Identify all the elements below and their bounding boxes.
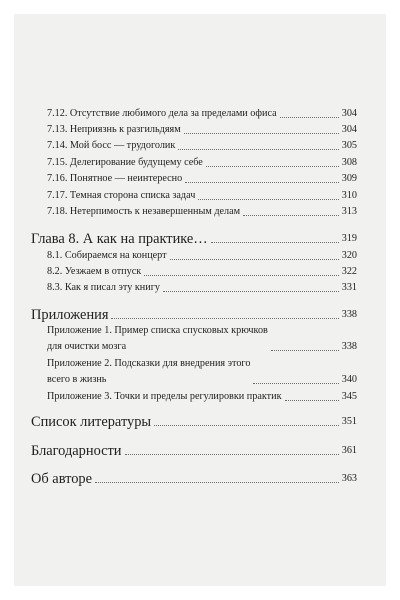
toc-chapter-page: 351	[341, 416, 357, 427]
toc-entry-title	[47, 356, 250, 388]
toc-entry-page: 338	[341, 341, 357, 352]
leader-dots	[163, 291, 339, 292]
toc-entry-7-14	[47, 138, 357, 154]
toc-entry-page: 304	[341, 108, 357, 119]
toc-chapter-title: Приложения	[31, 307, 109, 323]
toc-entry-title	[47, 323, 268, 355]
toc-entry-title: 8.1. Собираемся на концерт	[47, 250, 167, 261]
toc-entry-title: 8.2. Уезжаем в отпуск	[47, 266, 142, 277]
toc-entry-title: 7.12. Отсутствие любимого дела за пределами офиса	[47, 108, 277, 119]
toc-entry-title: 7.13. Неприязнь к разгильдяям	[47, 124, 181, 135]
leader-dots	[170, 259, 339, 260]
toc-entry-page: 320	[341, 250, 357, 261]
toc-appendices	[31, 306, 357, 324]
toc-entry-title-line2: для очистки мозга	[47, 341, 127, 352]
toc-appendix-1	[47, 323, 357, 355]
toc-entry-7-16	[47, 171, 357, 187]
leader-dots	[243, 215, 339, 216]
toc-chapter-title: Благодарности	[31, 443, 122, 459]
toc-entry-title: 7.15. Делегирование будущему себе	[47, 157, 203, 168]
toc-entry-8-1	[47, 248, 357, 264]
toc-acknowledgements	[31, 442, 357, 460]
toc-entry-8-2	[47, 264, 357, 280]
toc-entry-page: 340	[341, 374, 357, 385]
leader-dots	[285, 400, 339, 401]
toc-about-author	[31, 470, 357, 488]
toc-entry-7-17	[47, 188, 357, 204]
toc-entry-title-line1: Приложение 2. Подсказки для внедрения этого	[47, 358, 251, 369]
toc-entry-page: 308	[341, 157, 357, 168]
toc-chapter-title: Список литературы	[31, 414, 152, 430]
toc-entry-7-13	[47, 122, 357, 138]
book-page	[14, 14, 386, 586]
toc-entry-title: Приложение 3. Точки и пределы регулировки практик	[47, 391, 282, 402]
toc-chapter-page: 319	[341, 233, 357, 244]
toc-entry-8-3	[47, 280, 357, 296]
toc-entry-title-line1: Приложение 1. Пример списка спусковых крючков	[47, 325, 268, 336]
toc-entry-page: 322	[341, 266, 357, 277]
leader-dots	[184, 133, 339, 134]
leader-dots	[206, 166, 339, 167]
toc-chapter-page: 361	[341, 445, 357, 456]
leader-dots	[178, 149, 338, 150]
leader-dots	[253, 383, 338, 384]
toc-chapter-title: Глава 8. А как на практике…	[31, 231, 208, 247]
toc-entry-7-15	[47, 155, 357, 171]
leader-dots	[125, 454, 339, 455]
toc-entry-title: 7.17. Темная сторона списка задач	[47, 190, 196, 201]
leader-dots	[154, 425, 339, 426]
toc-entry-page: 310	[341, 190, 357, 201]
toc-entry-page: 313	[341, 206, 357, 217]
leader-dots	[95, 482, 339, 483]
toc-entry-title-line2: всего в жизнь	[47, 374, 107, 385]
leader-dots	[111, 318, 338, 319]
toc-chapter-8	[31, 230, 357, 248]
toc-entry-title: 8.3. Как я писал эту книгу	[47, 282, 160, 293]
leader-dots	[211, 242, 339, 243]
toc-entry-7-18	[47, 204, 357, 220]
leader-dots	[198, 199, 338, 200]
leader-dots	[144, 275, 339, 276]
leader-dots	[271, 350, 339, 351]
toc-appendix-3	[47, 389, 357, 405]
leader-dots	[280, 117, 339, 118]
toc-entry-page: 331	[341, 282, 357, 293]
leader-dots	[185, 182, 338, 183]
table-of-contents	[14, 14, 386, 586]
toc-chapter-title: Об авторе	[31, 471, 93, 487]
toc-entry-page: 305	[341, 140, 357, 151]
toc-chapter-page: 338	[341, 309, 357, 320]
toc-entry-title: 7.14. Мой босс — трудоголик	[47, 140, 176, 151]
toc-references	[31, 413, 357, 431]
toc-entry-page: 345	[341, 391, 357, 402]
toc-entry-title: 7.18. Нетерпимость к незавершенным делам	[47, 206, 241, 217]
toc-entry-title: 7.16. Понятное — неинтересно	[47, 173, 183, 184]
toc-entry-page: 309	[341, 173, 357, 184]
toc-entry-page: 304	[341, 124, 357, 135]
toc-entry-7-12	[47, 106, 357, 122]
toc-appendix-2	[47, 356, 357, 388]
toc-chapter-page: 363	[341, 473, 357, 484]
